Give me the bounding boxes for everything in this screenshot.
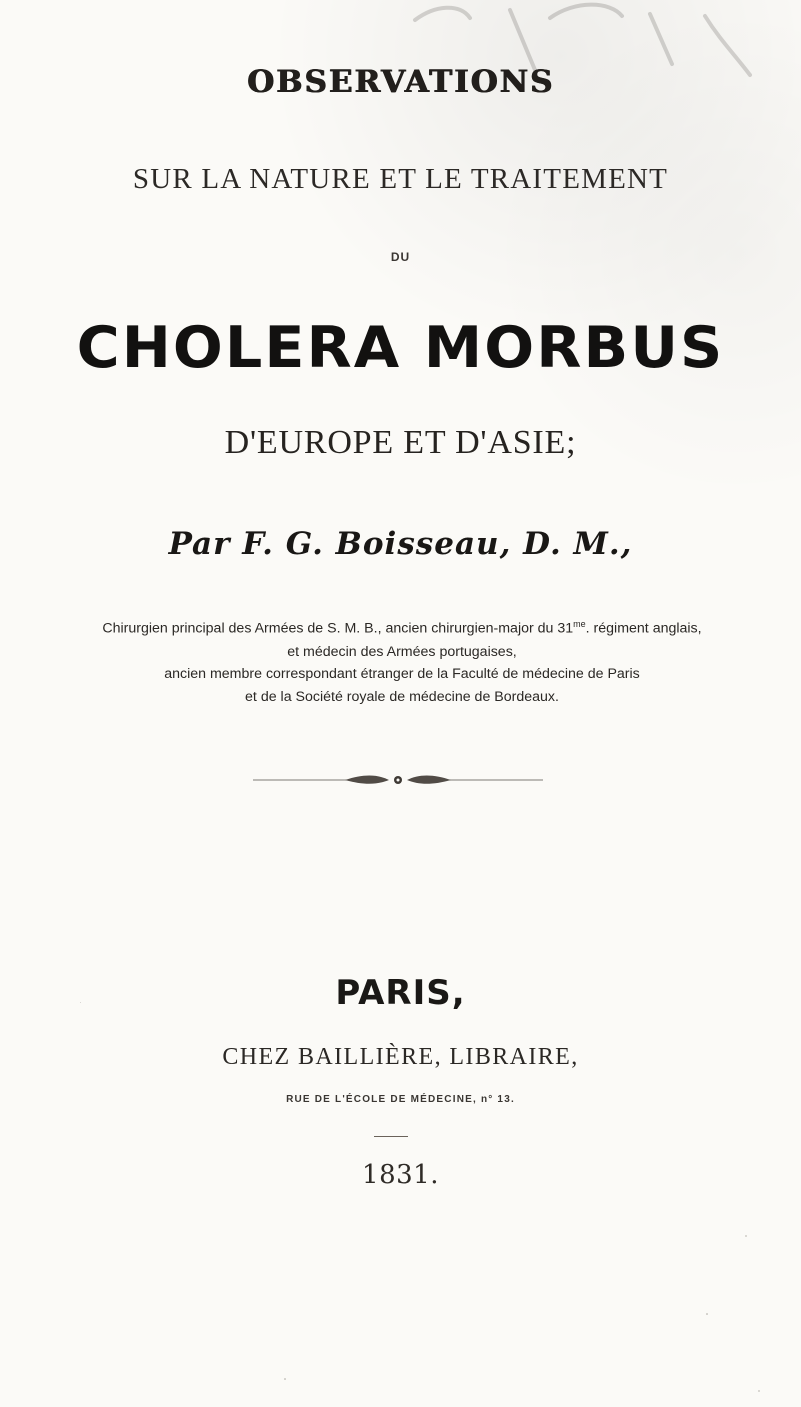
main-title: CHOLERA MORBUS [76,315,725,381]
ink-bleed-through [390,0,790,120]
credential-line [40,613,764,641]
credential-line: ancien membre correspondant étranger de la Faculté de médecine de Paris [164,666,640,683]
region-line: D'EUROPE ET D'ASIE; [224,424,577,461]
publication-year: 1831. [362,1160,439,1190]
author-name: Par F. G. Boisseau, D. M., [168,526,633,562]
decorative-divider-ornament [253,772,543,788]
publication-city: PARIS, [335,973,466,1013]
du-label: DU [390,250,411,264]
subtitle: SUR LA NATURE ET LE TRAITEMENT [132,163,669,195]
publisher-address: RUE DE L'ÉCOLE DE MÉDECINE, n° 13. [286,1094,515,1105]
credential-line: et médecin des Armées portugaises, [287,643,517,660]
short-rule [374,1136,408,1137]
author-credentials [40,613,764,709]
observations-heading: OBSERVATIONS [246,64,555,100]
credential-text: Chirurgien principal des Armées de S. M. B., ancien chirurgien-major du 31 [102,620,574,637]
credential-line: et de la Société royale de médecine de Bordeaux. [245,689,559,706]
credential-text: . régiment anglais, [585,620,702,637]
publisher-line: CHEZ BAILLIÈRE, LIBRAIRE, [222,1044,579,1070]
regiment-superscript: me [573,619,586,629]
